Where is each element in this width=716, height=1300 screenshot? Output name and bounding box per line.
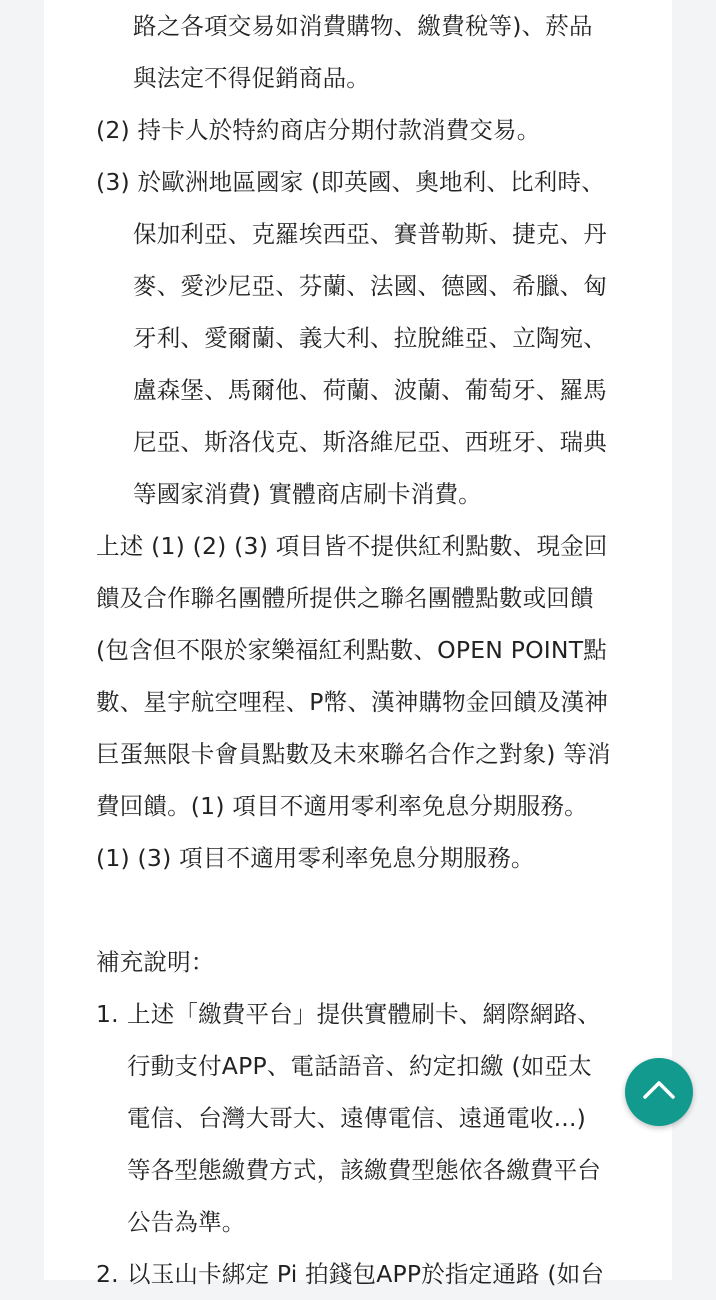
chevron-up-icon — [642, 1078, 676, 1102]
supplement-item-2 — [96, 1248, 628, 1300]
summary-line: 巨蛋無限卡會員點數及未來聯名合作之對象) 等消 — [96, 740, 611, 768]
supplement-item-number: 1. — [96, 1000, 119, 1028]
item3-line: 盧森堡、馬爾他、荷蘭、波蘭、葡萄牙、羅馬 — [133, 376, 607, 404]
item3-line: 保加利亞、克羅埃西亞、賽普勒斯、捷克、丹 — [133, 220, 607, 248]
spacer — [96, 884, 628, 936]
supplement-item-1-line: 公告為準。 — [127, 1208, 246, 1236]
supplement-item-text: 以玉山卡綁定 Pi 拍錢包APP於指定通路 (如台 — [127, 1260, 605, 1288]
item2-line: (2) 持卡人於特約商店分期付款消費交易。 — [96, 116, 541, 144]
summary-line: 數、星宇航空哩程、P幣、漢神購物金回饋及漢神 — [96, 688, 609, 716]
content-card — [44, 0, 672, 1288]
supplement-item-1-line: 行動支付APP、電話語音、約定扣繳 (如亞太 — [127, 1052, 592, 1080]
summary-line: (包含但不限於家樂福紅利點數、OPEN POINT點 — [96, 636, 607, 664]
item3-line: 尼亞、斯洛伐克、斯洛維尼亞、西班牙、瑞典 — [133, 428, 607, 456]
item3-line: 牙利、愛爾蘭、義大利、拉脫維亞、立陶宛、 — [133, 324, 607, 352]
item1-continuation-line: 路之各項交易如消費購物、繳費稅等)、菸品 — [133, 12, 593, 40]
summary-line: 費回饋。(1) 項目不適用零利率免息分期服務。 — [96, 792, 588, 820]
summary-line: 上述 (1) (2) (3) 項目皆不提供紅利點數、現金回 — [96, 532, 608, 560]
supplement-item-text: 上述「繳費平台」提供實體刷卡、網際網路、 — [127, 1000, 601, 1028]
item3-line: (3) 於歐洲地區國家 (即英國、奧地利、比利時、 — [96, 168, 605, 196]
summary-line: (1) (3) 項目不適用零利率免息分期服務。 — [96, 844, 535, 872]
item1-continuation-line: 與法定不得促銷商品。 — [133, 64, 370, 92]
terms-content — [96, 0, 628, 1300]
supplement-item-1-line: 等各型態繳費方式，該繳費型態依各繳費平台 — [127, 1156, 601, 1184]
supplement-item-1 — [96, 988, 628, 1040]
item3-line: 等國家消費) 實體商店刷卡消費。 — [133, 480, 482, 508]
item3-line: 麥、愛沙尼亞、芬蘭、法國、德國、希臘、匈 — [133, 272, 607, 300]
supplement-item-1-line: 電信、台灣大哥大、遠傳電信、遠通電收...) — [127, 1104, 586, 1132]
scroll-to-top-button[interactable] — [625, 1058, 693, 1126]
supplement-item-number: 2. — [96, 1260, 119, 1288]
summary-line: 饋及合作聯名團體所提供之聯名團體點數或回饋 — [96, 584, 594, 612]
supplement-heading: 補充說明： — [96, 948, 215, 976]
